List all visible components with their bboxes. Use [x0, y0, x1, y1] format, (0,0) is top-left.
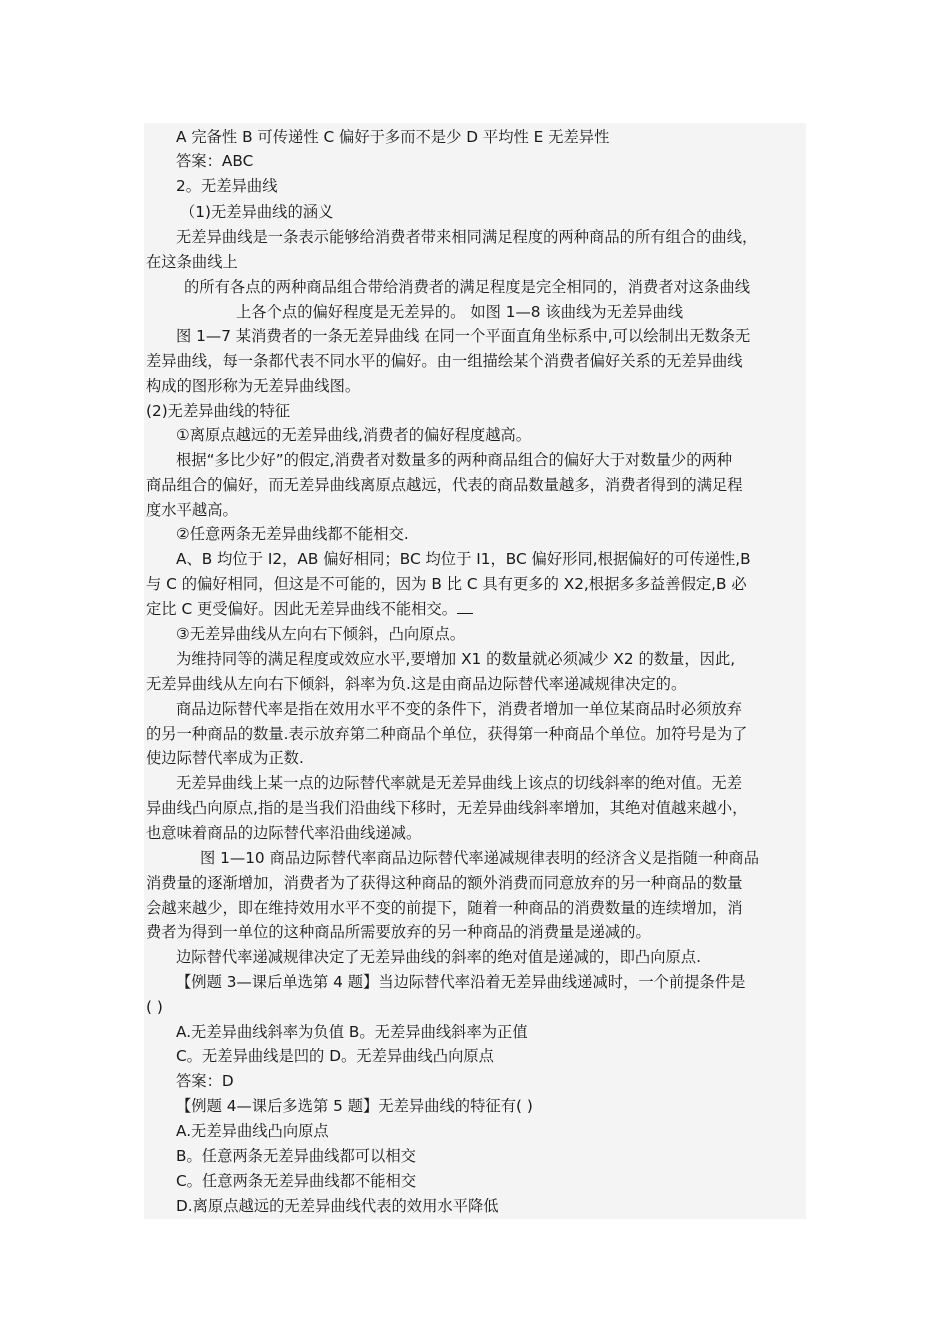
text-line: C。任意两条无差异曲线都不能相交: [176, 1172, 417, 1190]
text-line: C。无差异曲线是凹的 D。无差异曲线凸向原点: [176, 1047, 494, 1065]
text-line: 答案：ABC: [176, 152, 254, 170]
text-line: 无差异曲线上某一点的边际替代率就是无差异曲线上该点的切线斜率的绝对值。无差: [176, 774, 742, 792]
text-line: ③无差异曲线从左向右下倾斜，凸向原点。: [176, 625, 466, 643]
text-line: 构成的图形称为无差异曲线图。: [146, 377, 361, 395]
text-line: 图 1—7 某消费者的一条无差异曲线 在同一个平面直角坐标系中,可以绘制出无数条无: [176, 327, 751, 345]
text-line: 上各个点的偏好程度是无差异的。 如图 1—8 该曲线为无差异曲线: [236, 303, 684, 321]
text-line: 无差异曲线是一条表示能够给消费者带来相同满足程度的两种商品的所有组合的曲线，: [176, 228, 758, 246]
text-line: 使边际替代率成为正数.: [146, 749, 304, 767]
text-line: 差异曲线，每一条都代表不同水平的偏好。由一组描绘某个消费者偏好关系的无差异曲线: [146, 352, 743, 370]
text-line: 根据“多比少好”的假定,消费者对数量多的两种商品组合的偏好大于对数量少的两种: [176, 451, 733, 469]
text-line: (2)无差异曲线的特征: [146, 402, 291, 420]
text-line: B。任意两条无差异曲线都可以相交: [176, 1147, 416, 1165]
text-line: 也意味着商品的边际替代率沿曲线递减。: [146, 824, 422, 842]
text-line: ②任意两条无差异曲线都不能相交.: [176, 525, 409, 543]
text-line: ①离原点越远的无差异曲线,消费者的偏好程度越高。: [176, 426, 532, 444]
text-line: 【例题 4—课后多选第 5 题】无差异曲线的特征有( ): [176, 1097, 533, 1115]
text-line: 与 C 的偏好相同，但这是不可能的，因为 B 比 C 具有更多的 X2,根据多多益善假定,B 必: [146, 575, 747, 593]
text-line: 会越来越少，即在维持效用水平不变的前提下，随着一种商品的消费数量的连续增加，消: [146, 899, 743, 917]
text-line: 定比 C 更受偏好。因此无差异曲线不能相交。: [146, 597, 473, 621]
text-line: D.离原点越远的无差异曲线代表的效用水平降低: [176, 1197, 499, 1215]
text-line: 消费量的逐渐增加，消费者为了获得这种商品的额外消费而同意放弃的另一种商品的数量: [146, 874, 743, 892]
text-line: 为维持同等的满足程度或效应水平,要增加 X1 的数量就必须减少 X2 的数量，因此,: [176, 650, 736, 668]
text-line: 商品边际替代率是指在效用水平不变的条件下，消费者增加一单位某商品时必须放弃: [176, 700, 742, 718]
text-line: 【例题 3—课后单选第 4 题】当边际替代率沿着无差异曲线递减时，一个前提条件是: [176, 973, 746, 991]
text-line: 无差异曲线从左向右下倾斜，斜率为负.这是由商品边际替代率递减规律决定的。: [146, 675, 687, 693]
underline-blank: [457, 599, 473, 614]
text-line: 答案：D: [176, 1072, 234, 1090]
text-line: 边际替代率递减规律决定了无差异曲线的斜率的绝对值是递减的，即凸向原点.: [176, 948, 701, 966]
text-line: ( ): [146, 998, 163, 1016]
text-line: 异曲线凸向原点,指的是当我们沿曲线下移时，无差异曲线斜率增加，其绝对值越来越小，: [146, 799, 748, 817]
text-line: （1)无差异曲线的涵义: [180, 203, 334, 221]
text-line: 度水平越高。: [146, 501, 238, 519]
text-line: 费者为得到一单位的这种商品所需要放弃的另一种商品的消费量是递减的。: [146, 923, 651, 941]
text-line: A、B 均位于 I2，AB 偏好相同；BC 均位于 I1，BC 偏好形同,根据偏好的可传递性,B: [176, 550, 751, 568]
text-line: A.无差异曲线斜率为负值 B。无差异曲线斜率为正值: [176, 1023, 528, 1041]
text-line: 在这条曲线上: [146, 253, 238, 271]
text-line: 的所有各点的两种商品组合带给消费者的满足程度是完全相同的，消费者对这条曲线: [184, 278, 750, 296]
text-line: 图 1—10 商品边际替代率商品边际替代率递减规律表明的经济含义是指随一种商品: [200, 849, 760, 867]
text-line: 商品组合的偏好，而无差异曲线离原点越远，代表的商品数量越多，消费者得到的满足程: [146, 476, 743, 494]
text-line: A 完备性 B 可传递性 C 偏好于多而不是少 D 平均性 E 无差异性: [176, 128, 610, 146]
text-line: 2。无差异曲线: [176, 177, 278, 195]
text-line: 的另一种商品的数量.表示放弃第二种商品个单位，获得第一种商品个单位。加符号是为了: [146, 725, 748, 743]
text-line: A.无差异曲线凸向原点: [176, 1122, 329, 1140]
